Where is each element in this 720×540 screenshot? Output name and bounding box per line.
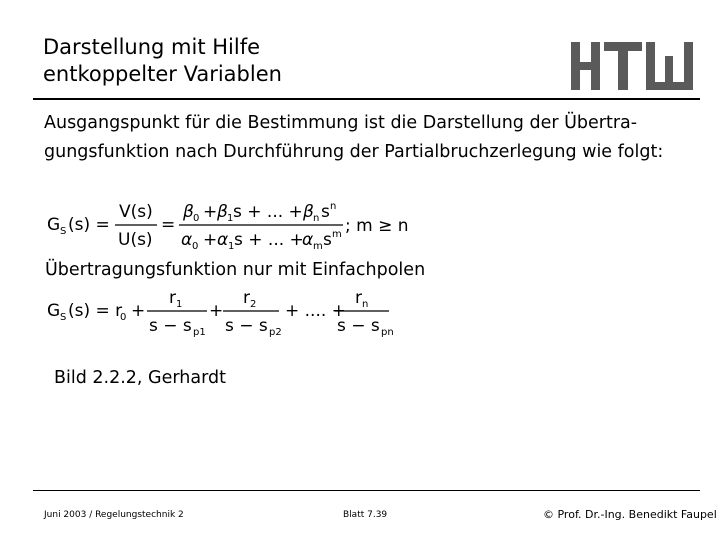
svg-text:p2: p2 xyxy=(269,327,282,338)
svg-text:s: s xyxy=(323,230,332,250)
svg-text:r: r xyxy=(169,288,176,308)
footer-course: Juni 2003 / Regelungstechnik 2 xyxy=(44,510,184,520)
svg-text:r: r xyxy=(243,288,250,308)
svg-text:+: + xyxy=(209,301,224,321)
intro-line-2: gungsfunktion nach Durchführung der Partialbruchzerlegung wie folgt: xyxy=(44,142,664,162)
svg-text:α: α xyxy=(181,230,193,250)
svg-text:+: + xyxy=(203,230,218,250)
svg-text:β: β xyxy=(303,202,314,222)
svg-text:n: n xyxy=(362,299,369,310)
svg-text:s − s: s − s xyxy=(337,316,380,336)
svg-text:+: + xyxy=(131,301,146,321)
svg-text:p1: p1 xyxy=(193,327,206,338)
svg-text:(s) =: (s) = xyxy=(68,215,110,235)
svg-text:s: s xyxy=(321,202,330,222)
slide-title xyxy=(43,34,282,88)
footer-page-number: Blatt 7.39 xyxy=(343,510,388,520)
svg-text:1: 1 xyxy=(227,213,234,224)
svg-text:β: β xyxy=(217,202,228,222)
transfer-function-formula xyxy=(45,198,415,254)
svg-text:pn: pn xyxy=(381,327,394,338)
svg-text:; m ≥ n: ; m ≥ n xyxy=(345,216,409,236)
svg-text:G: G xyxy=(47,301,61,321)
intro-line-1: Ausgangspunkt für die Bestimmung ist die Darstellung der Übertra- xyxy=(44,113,638,133)
figure-caption: Bild 2.2.2, Gerhardt xyxy=(54,368,226,388)
header-rule xyxy=(33,98,700,100)
title-line-2: entkoppelter Variablen xyxy=(43,62,282,86)
svg-text:2: 2 xyxy=(250,299,257,310)
svg-text:s + ... +: s + ... + xyxy=(233,202,303,222)
svg-text:s − s: s − s xyxy=(225,316,268,336)
svg-text:G: G xyxy=(47,215,61,235)
svg-text:0: 0 xyxy=(193,213,200,224)
svg-text:n: n xyxy=(330,201,337,212)
svg-text:α: α xyxy=(302,230,314,250)
partial-fraction-formula xyxy=(45,286,415,344)
svg-text:α: α xyxy=(217,230,229,250)
svg-text:S: S xyxy=(60,226,67,237)
svg-text:0: 0 xyxy=(120,312,127,323)
svg-text:1: 1 xyxy=(228,241,235,252)
htw-logo-icon xyxy=(571,42,693,90)
svg-text:β: β xyxy=(183,202,194,222)
footer-rule xyxy=(33,490,700,491)
svg-text:=: = xyxy=(161,215,176,235)
svg-text:U(s): U(s) xyxy=(118,230,153,250)
svg-text:S: S xyxy=(60,312,67,323)
svg-text:r: r xyxy=(355,288,362,308)
svg-text:m: m xyxy=(332,229,342,240)
title-line-1: Darstellung mit Hilfe xyxy=(43,35,261,59)
svg-text:m: m xyxy=(313,241,323,252)
svg-text:s + ... +: s + ... + xyxy=(234,230,304,250)
subheading: Übertragungsfunktion nur mit Einfachpolen xyxy=(45,260,426,280)
intro-text xyxy=(44,109,663,167)
footer-copyright: © Prof. Dr.-Ing. Benedikt Faupel xyxy=(543,508,717,521)
svg-text:+ .... +: + .... + xyxy=(285,301,346,321)
svg-text:V(s): V(s) xyxy=(119,202,153,222)
svg-text:0: 0 xyxy=(192,241,199,252)
svg-text:(s) = r: (s) = r xyxy=(68,301,123,321)
svg-text:1: 1 xyxy=(176,299,183,310)
svg-text:n: n xyxy=(313,213,320,224)
svg-text:s − s: s − s xyxy=(149,316,192,336)
svg-text:+: + xyxy=(203,202,218,222)
